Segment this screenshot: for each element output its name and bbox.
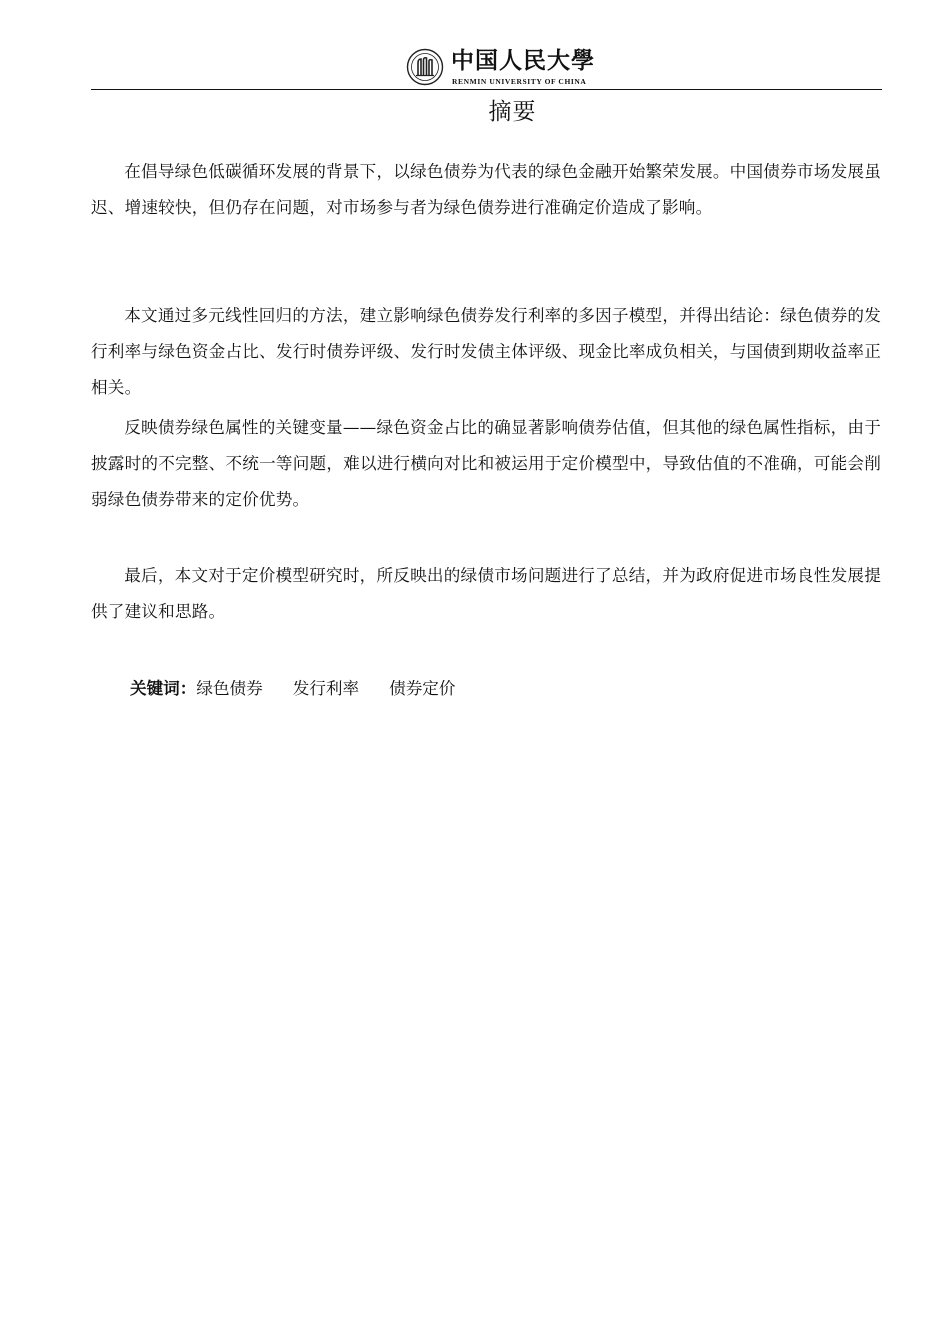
- page-header: [0, 44, 950, 88]
- abstract-title: 摘要: [488, 99, 537, 125]
- keyword-item: 债券定价: [389, 679, 456, 698]
- abstract-paragraph-2: 本文通过多元线性回归的方法，建立影响绿色债券发行利率的多因子模型，并得出结论：绿色债券的发行利率与绿色资金占比、发行时债券评级、发行时发债主体评级、现金比率成负相关，与国债到期收益率正相关。: [91, 306, 881, 397]
- abstract-paragraph-4: 最后，本文对于定价模型研究时，所反映出的绿债市场问题进行了总结，并为政府促进市场良性发展提供了建议和思路。: [91, 566, 881, 621]
- header-divider: [91, 89, 882, 90]
- logo-chinese-name: 中国人民大學: [451, 47, 595, 74]
- university-logo: [406, 46, 596, 88]
- abstract-paragraph-3: 反映债券绿色属性的关键变量——绿色资金占比的确显著影响债券估值，但其他的绿色属性指标，由于披露时的不完整、不统一等问题，难以进行横向对比和被运用于定价模型中，导致估值的不准确，可能会削弱绿色债券带来的定价优势。: [91, 418, 881, 509]
- abstract-paragraph-1: 在倡导绿色低碳循环发展的背景下，以绿色债券为代表的绿色金融开始繁荣发展。中国债券市场发展虽迟、增速较快，但仍存在问题，对市场参与者为绿色债券进行准确定价造成了影响。: [91, 162, 881, 217]
- keywords-line: [130, 674, 486, 704]
- keywords-label: 关键词：: [130, 679, 197, 698]
- logo-english-name: RENMIN UNIVERSITY OF CHINA: [452, 77, 587, 86]
- keyword-item: 发行利率: [292, 679, 360, 698]
- keyword-item: 绿色债券: [196, 679, 263, 698]
- university-seal-icon: [406, 48, 444, 86]
